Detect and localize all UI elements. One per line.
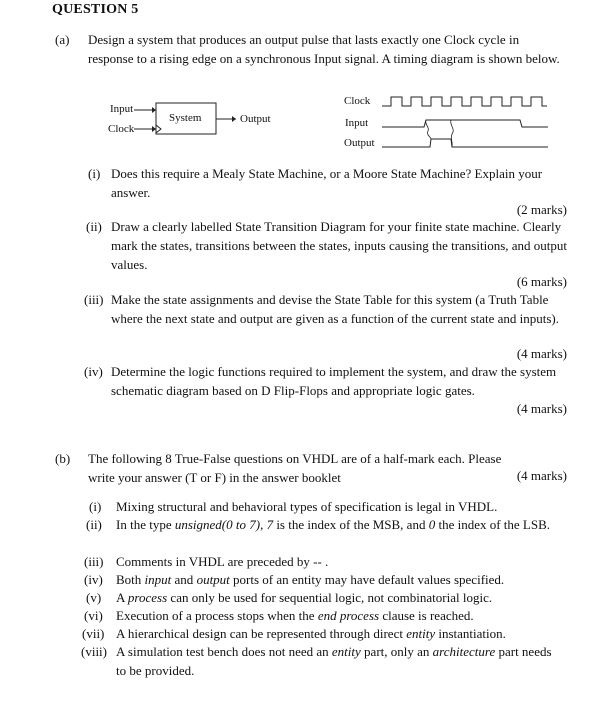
a-q3-num: (iii)	[84, 292, 104, 307]
a-q4-marks: (4 marks)	[516, 401, 567, 416]
a-q1-num: (i)	[88, 166, 101, 181]
timing-output-label: Output	[344, 137, 375, 149]
b-item4-text: Both input and output ports of an entity may have default values specified.	[116, 572, 505, 587]
b-item5-text: A process can only be used for sequential logic, not combinatorial logic.	[116, 590, 493, 605]
a-q2-num: (ii)	[86, 219, 102, 234]
a-q1-text: Does this require a Mealy State Machine, or a Moore State Machine? Explain your answer.	[111, 166, 543, 200]
timing-diagram	[340, 90, 560, 152]
b-item1-text: Mixing structural and behavioral types of specification is legal in VHDL.	[116, 499, 498, 514]
clock-waveform	[382, 97, 547, 106]
edge-marker-1	[426, 120, 431, 139]
b-item6-text: Execution of a process stops when the end process clause is reached.	[116, 608, 474, 623]
timing-clock-label: Clock	[344, 95, 371, 107]
b-item2-num: (ii)	[86, 517, 102, 532]
part-a-label: (a)	[55, 32, 70, 47]
b-item7-text: A hierarchical design can be represented through direct entity instantiation.	[116, 626, 506, 641]
part-a-intro: Design a system that produces an output pulse that lasts exactly one Clock cycle in response to a rising edge on a synchronous Input signal. A timing diagram is shown below.	[88, 32, 560, 66]
a-q3-text: Make the state assignments and devise the State Table for this system (a Truth Table where the next state and output are given as a function of the current state and inputs).	[111, 292, 559, 326]
b-item4-num: (iv)	[84, 572, 103, 587]
b-item5-num: (v)	[86, 590, 102, 605]
output-waveform	[382, 139, 548, 147]
question-title: QUESTION 5	[52, 2, 139, 17]
timing-waveforms	[340, 90, 560, 152]
timing-input-label: Input	[345, 117, 369, 129]
b-item2-text: In the type unsigned(0 to 7), 7 is the index of the MSB, and 0 the index of the LSB.	[116, 517, 551, 532]
block-clock-label: Clock	[108, 123, 135, 135]
b-item7-num: (vii)	[82, 626, 105, 641]
block-diagram	[100, 98, 290, 144]
b-item3-text: Comments in VHDL are preceded by -- .	[116, 554, 329, 569]
block-system-label: System	[169, 112, 202, 124]
b-item6-num: (vi)	[84, 608, 103, 623]
a-q1-marks: (2 marks)	[516, 202, 567, 217]
a-q3-marks: (4 marks)	[516, 346, 567, 361]
b-item3-num: (iii)	[84, 554, 104, 569]
a-q2-text: Draw a clearly labelled State Transition Diagram for your finite state machine. Clearly mark the states, transitions between the states, inputs causing the transitions, and output values.	[111, 219, 567, 272]
input-waveform	[382, 120, 548, 127]
a-q2-marks: (6 marks)	[516, 274, 567, 289]
block-output-label: Output	[240, 113, 271, 125]
block-input-label: Input	[110, 103, 134, 115]
part-b-marks: (4 marks)	[516, 468, 567, 483]
b-item8-num: (viii)	[81, 644, 107, 659]
b-item8-text: A simulation test bench does not need an entity part, only an architecture part needs to be provided.	[116, 644, 552, 678]
part-b-intro: The following 8 True-False questions on VHDL are of a half-mark each. Please write your answer (T or F) in the answer booklet	[88, 451, 502, 485]
a-q4-num: (iv)	[84, 364, 103, 379]
b-item1-num: (i)	[89, 499, 102, 514]
a-q4-text: Determine the logic functions required to implement the system, and draw the system schematic diagram based on D Flip-Flops and appropriate logic gates.	[111, 364, 557, 398]
part-b-label: (b)	[55, 451, 71, 466]
